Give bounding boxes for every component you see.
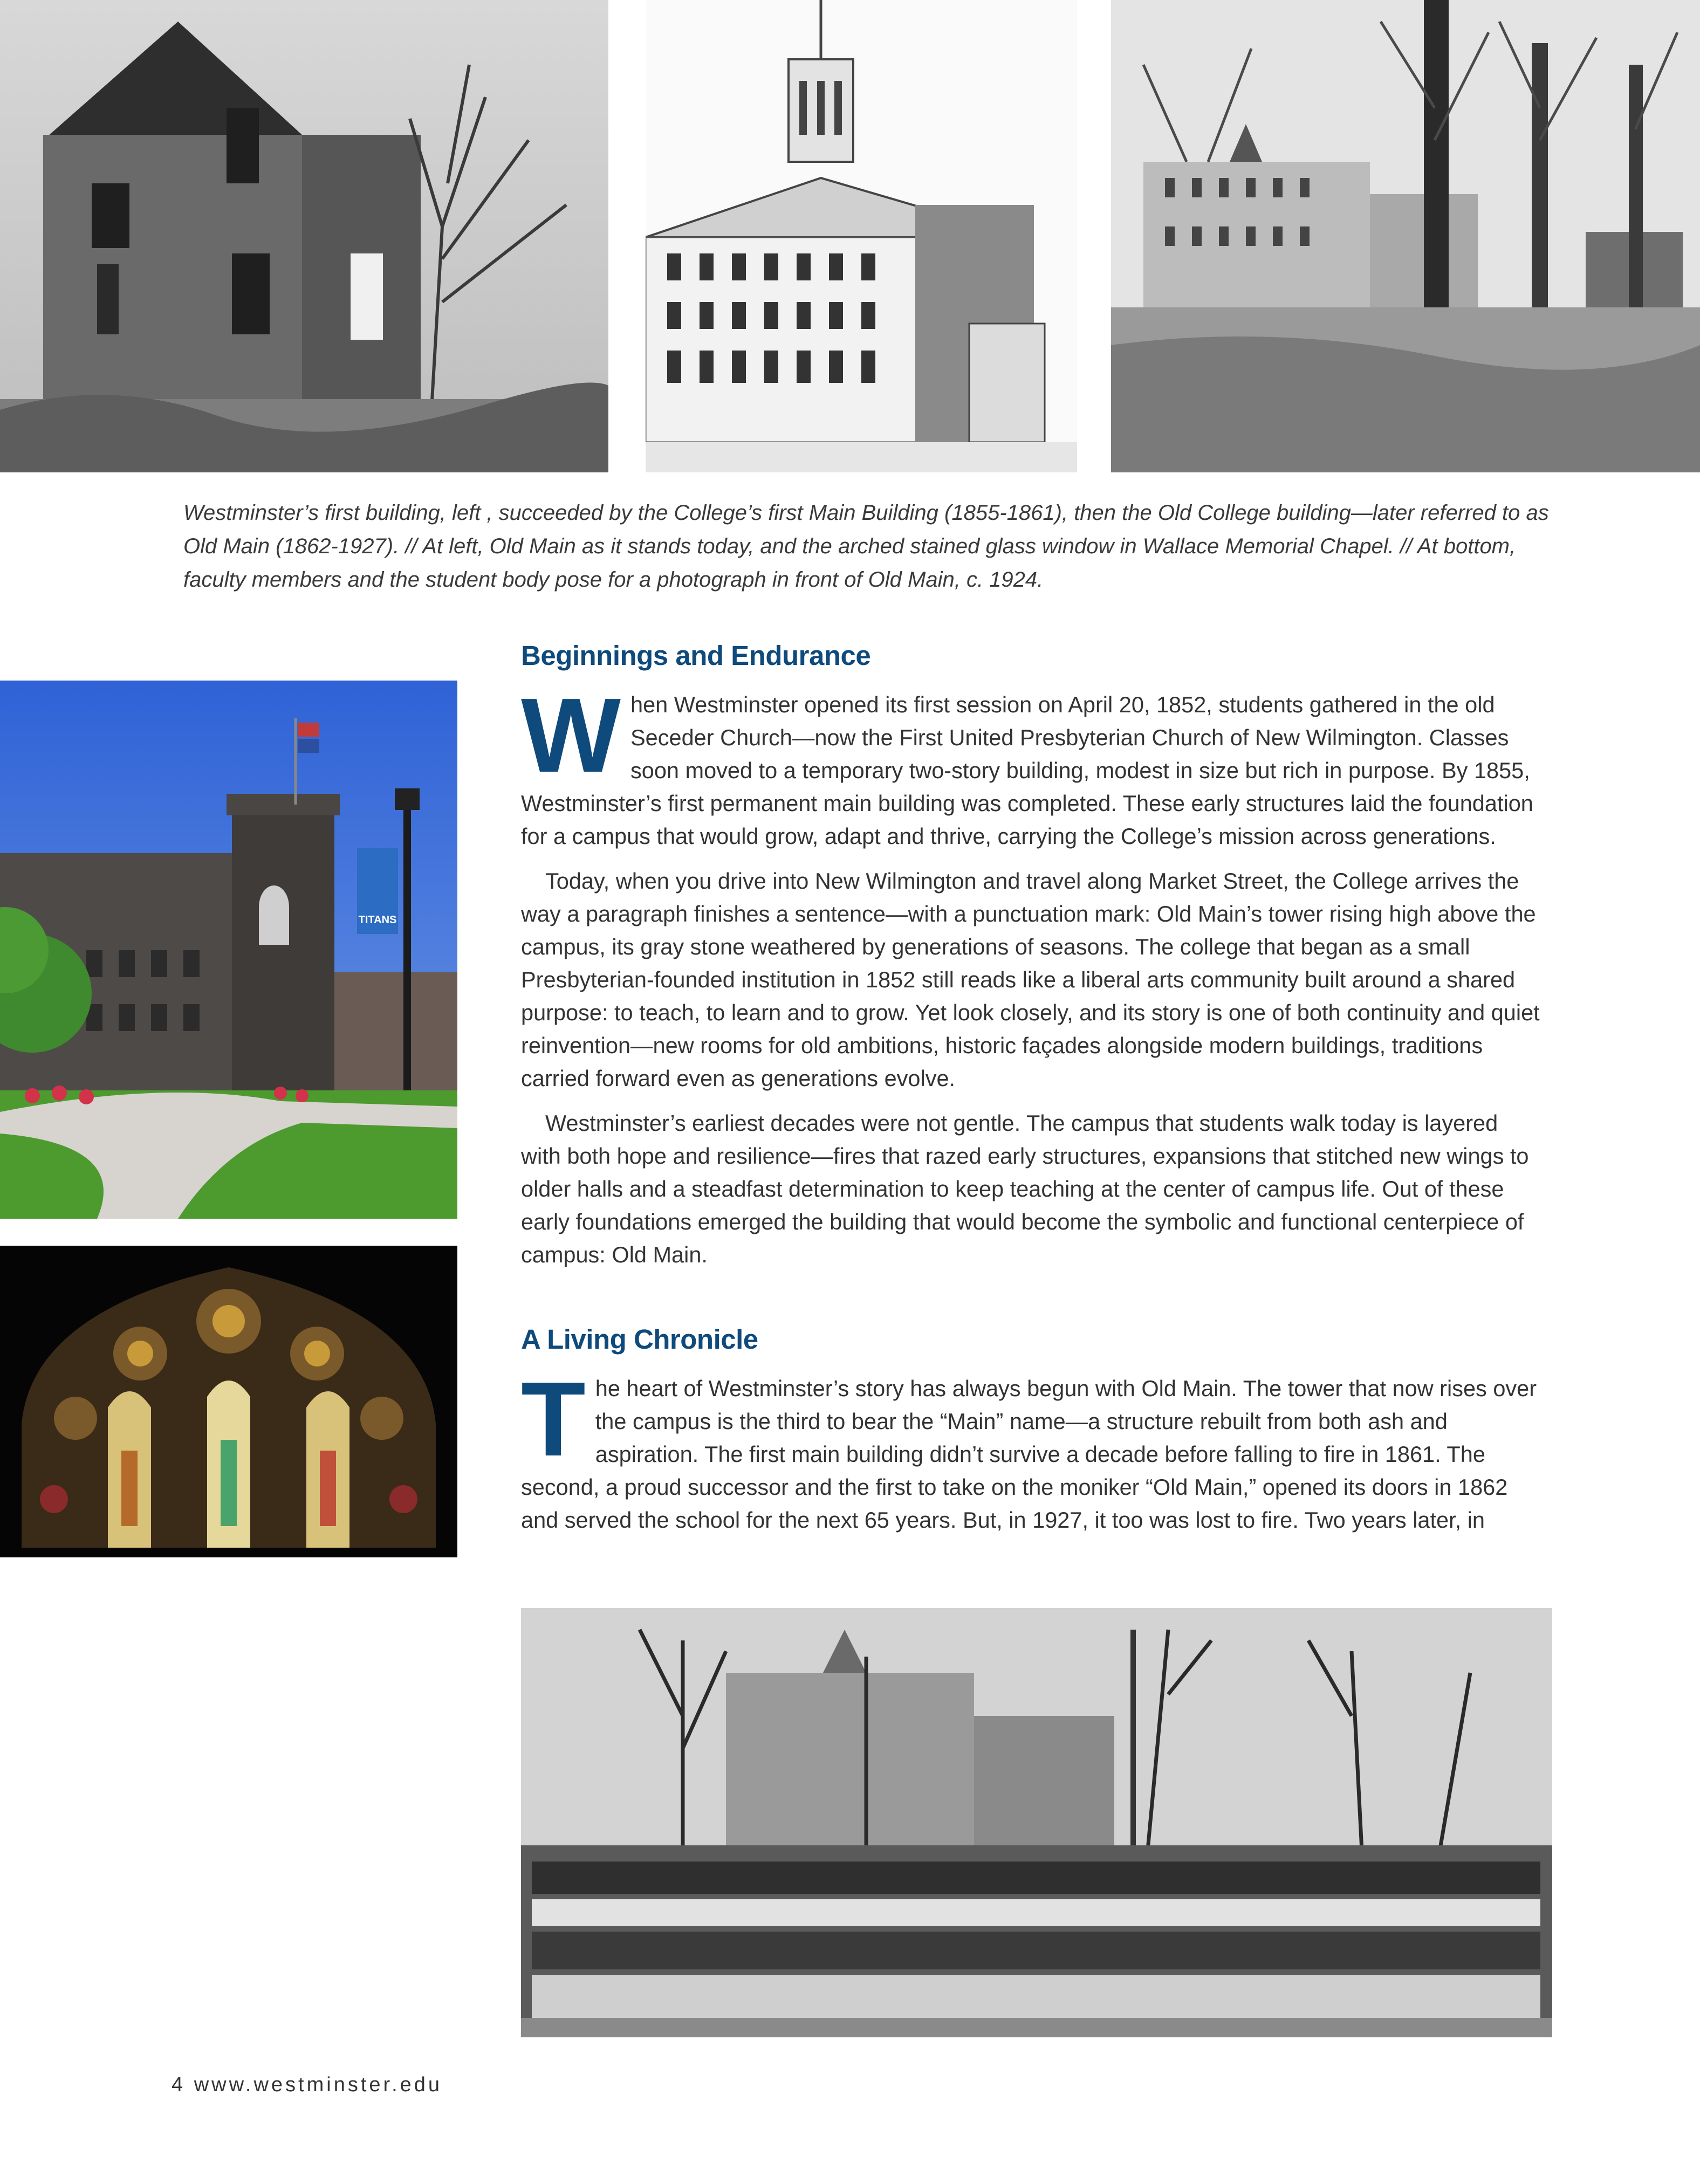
photo-old-college bbox=[1111, 0, 1700, 472]
photo-caption: Westminster’s first building, left , succeeded by the College’s first Main Building (1855-1861), then the Old College building—later referred to as Old Main (1862-1927). // At left, Old Main as it stands today, and the arched stained glass window in Wallace Memorial Chapel. // At bottom, faculty members and the student body pose for a photograph in front of Old Main, c. 1924. bbox=[183, 501, 1549, 592]
paragraph bbox=[521, 1360, 1541, 1536]
paragraph: Westminster’s earliest decades were not gentle. The campus that students walk today is layered with both hope and resilience—fires that razed early structures, expansions that stitched new wings to older halls and a steadfast determination to keep teaching at the center of campus life. Out of these early foundations emerged the building that would become the symbolic and functional centerpiece of campus: Old Main. bbox=[521, 1110, 1529, 1267]
page-folio: 4 www.westminster.edu bbox=[172, 2073, 443, 2096]
paragraph bbox=[521, 676, 1541, 853]
banner-text: TITANS bbox=[358, 914, 397, 926]
paragraph-text: he heart of Westminster’s story has always begun with Old Main. The tower that now rises over the campus is the third to bear the “Main” name—a structure rebuilt from both ash and aspiration. The first main building didn’t survive a decade before falling to fire in 1861. The second, a proud successor and the first to take on the moniker “Old Main,” opened its doors in 1862 and served the school for the next 65 years. But, in 1927, it too was lost to fire. Two years later, in bbox=[521, 1376, 1537, 1533]
paragraph: Today, when you drive into New Wilmington and travel along Market Street, the College arrives the way a paragraph finishes a sentence—with a punctuation mark: Old Main’s tower rising high above the campus, its gray stone weathered by generations of seasons. The college that began as a small Presbyterian-founded institution in 1852 still reads like a liberal arts community built around a shared purpose: to teach, to learn and to grow. Yet look closely, and its story is one of both continuity and quiet reinvention—new rooms for old ambitions, historic façades alongside modern buildings, traditions carried forward even as generations evolve. bbox=[521, 868, 1540, 1091]
article-beginnings bbox=[521, 676, 1541, 1283]
paragraph-text: hen Westminster opened its first session on April 20, 1852, students gathered in the old Seceder Church—now the First United Presbyterian Church of New Wilmington. Classes soon moved to a temporary two-story building, modest in size but rich in purpose. By 1855, Westminster’s first permanent main building was completed. These early structures laid the foundation for a campus that would grow, adapt and thrive, carrying the College’s mission across generations. bbox=[521, 692, 1533, 849]
photo-student-body-1924 bbox=[521, 1608, 1552, 2037]
photo-first-building bbox=[0, 0, 608, 472]
drop-cap: W bbox=[521, 676, 621, 794]
section-heading-beginnings: Beginnings and Endurance bbox=[521, 640, 871, 671]
photo-old-main-today bbox=[0, 681, 457, 1219]
article-living-chronicle bbox=[521, 1360, 1541, 1548]
photo-stained-glass-window bbox=[0, 1246, 457, 1557]
section-heading-living-chronicle: A Living Chronicle bbox=[521, 1324, 758, 1355]
drop-cap: T bbox=[521, 1360, 586, 1478]
photo-first-main-building bbox=[646, 0, 1077, 472]
